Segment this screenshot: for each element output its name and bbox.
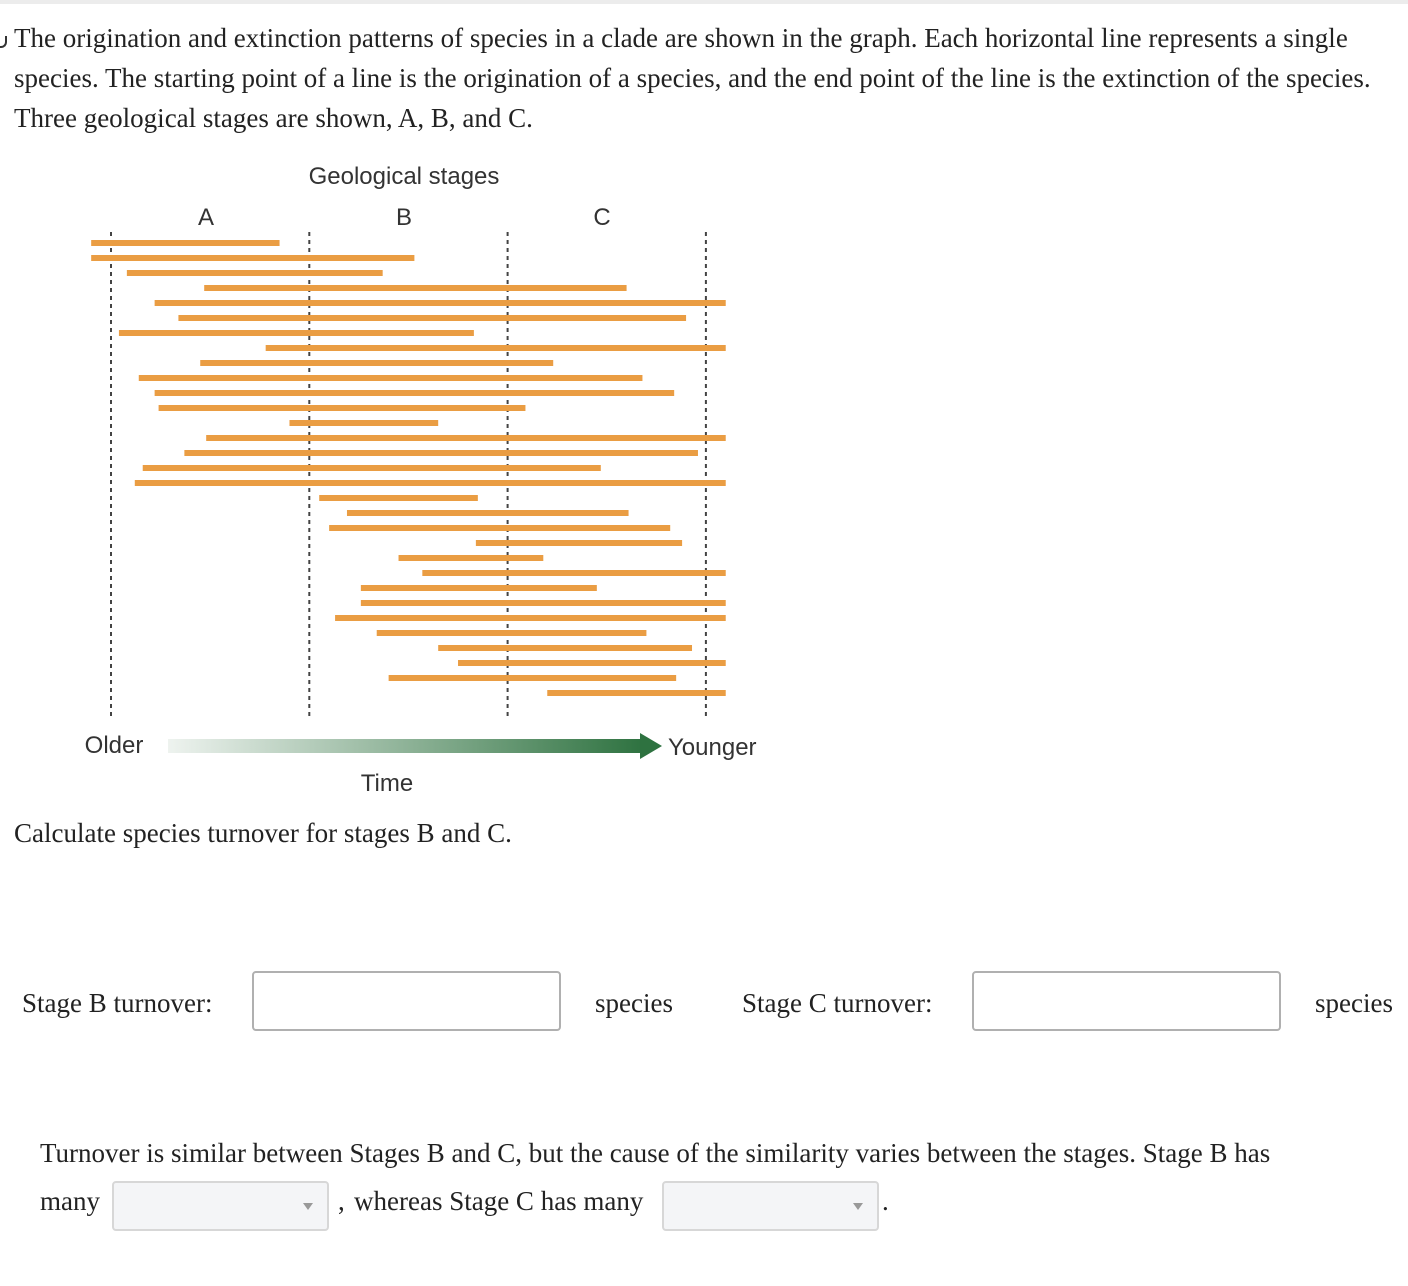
stage-b-turnover-input[interactable] [252,971,561,1031]
time-axis-label: Time [360,770,414,797]
species-line-31 [547,690,725,696]
younger-label: Younger [668,734,757,761]
species-line-6 [178,315,686,321]
period-text: . [882,1186,889,1216]
species-line-27 [377,630,647,636]
species-line-18 [319,495,478,501]
stage-label-b: B [395,204,413,231]
stage-b-unit: species [595,988,673,1018]
species-line-20 [329,525,670,531]
species-line-26 [335,615,726,621]
intro-text: The origination and extinction patterns of species in a clade are shown in the graph. Each horizontal line represents a single species. The starting point of a line is the origination of a species, and the end point of the line is the extinction of the species. Three geological stages are shown, A, B, and C. [14,23,1371,133]
species-line-3 [127,270,383,276]
older-label: Older [84,732,144,759]
species-line-9 [200,360,553,366]
stage-c-turnover-label: Stage C turnover: [742,988,933,1018]
top-border [0,0,1408,4]
chevron-down-icon [853,1203,863,1210]
stage-c-unit: species [1315,988,1393,1018]
time-arrow-shaft [168,739,644,753]
species-line-12 [159,405,526,411]
species-line-19 [347,510,629,516]
question-marker-icon [0,36,7,48]
stage-c-cause-dropdown[interactable] [662,1181,879,1231]
species-line-11 [155,390,675,396]
species-line-21 [476,540,682,546]
time-arrow-head [640,733,662,759]
species-line-22 [399,555,544,561]
species-range-chart [0,150,800,810]
species-line-28 [438,645,692,651]
species-line-15 [184,450,698,456]
species-line-23 [422,570,725,576]
many-label: many [40,1186,100,1216]
stage-label-a: A [197,204,215,231]
species-line-24 [361,585,597,591]
species-line-10 [139,375,643,381]
turnover-paragraph: Turnover is similar between Stages B and C, but the cause of the similarity varies between the stages. Stage B has [40,1138,1271,1168]
species-line-5 [155,300,726,306]
species-line-8 [266,345,726,351]
species-line-1 [91,240,279,246]
stage-b-cause-dropdown[interactable] [112,1181,329,1231]
comma-text: , [338,1186,345,1216]
question-text: Calculate species turnover for stages B and C. [14,818,512,848]
species-line-4 [204,285,626,291]
stage-b-turnover-label: Stage B turnover: [22,988,213,1018]
species-line-16 [143,465,601,471]
figure-title: Geological stages [308,163,500,190]
stage-label-c: C [593,204,611,231]
species-line-25 [361,600,726,606]
species-line-29 [458,660,726,666]
species-range-figure [0,150,800,810]
species-line-13 [289,420,438,426]
species-line-7 [119,330,474,336]
whereas-text: whereas Stage C has many [354,1186,644,1216]
species-line-30 [389,675,677,681]
stage-c-turnover-input[interactable] [972,971,1281,1031]
species-line-14 [206,435,726,441]
species-line-2 [91,255,414,261]
chevron-down-icon [303,1203,313,1210]
species-line-17 [135,480,726,486]
